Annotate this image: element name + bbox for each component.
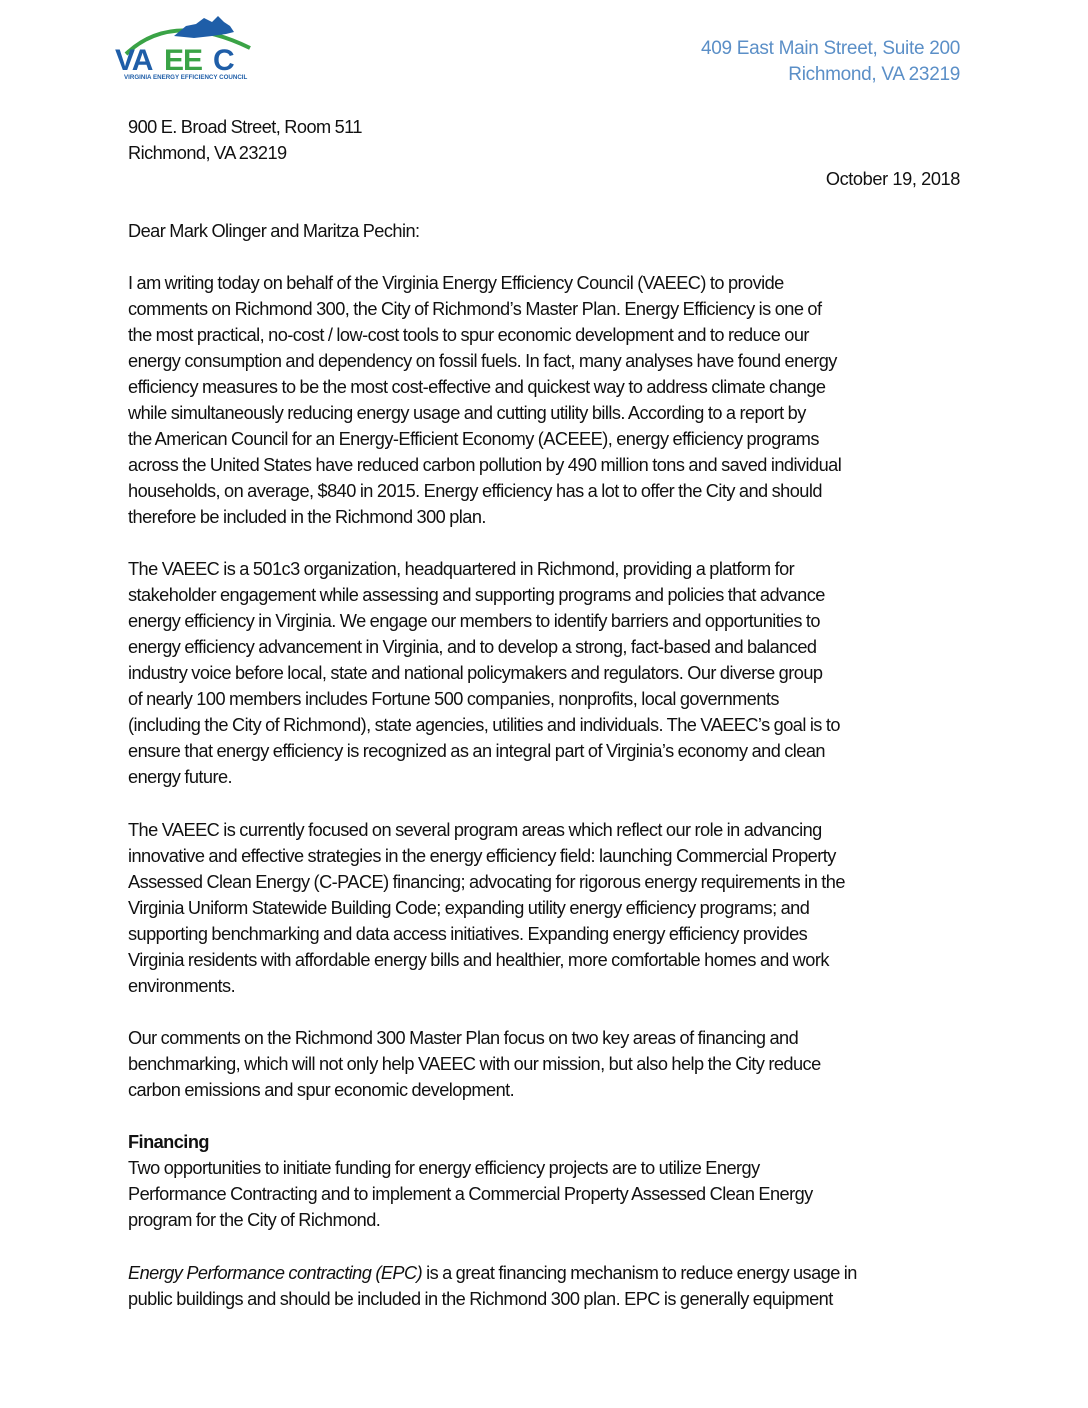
text-line: efficiency measures to be the most cost-effective and quickest way to address climate change <box>128 377 826 397</box>
text-line: households, on average, $840 in 2015. Energy efficiency has a lot to offer the City and should <box>128 481 822 501</box>
virginia-state-icon <box>112 12 258 82</box>
text-line: Assessed Clean Energy (C-PACE) financing; advocating for rigorous energy requirements in the <box>128 872 845 892</box>
text-line: carbon emissions and spur economic development. <box>128 1080 515 1100</box>
text-line: (including the City of Richmond), state agencies, utilities and individuals. The VAEEC’s goal is to <box>128 715 840 735</box>
epc-term: Energy Performance contracting (EPC) <box>128 1263 423 1283</box>
text-line: the American Council for an Energy-Efficient Economy (ACEEE), energy efficiency programs <box>128 429 819 449</box>
text-line: The VAEEC is a 501c3 organization, headquartered in Richmond, providing a platform for <box>128 559 795 579</box>
text-line: therefore be included in the Richmond 300 plan. <box>128 507 486 527</box>
text-line: energy consumption and dependency on fossil fuels. In fact, many analyses have found energy <box>128 351 837 371</box>
salutation: Dear Mark Olinger and Maritza Pechin: <box>128 221 420 241</box>
text-line: Our comments on the Richmond 300 Master Plan focus on two key areas of financing and <box>128 1028 799 1048</box>
text-line: benchmarking, which will not only help VAEEC with our mission, but also help the City reduce <box>128 1054 821 1074</box>
text-line: program for the City of Richmond. <box>128 1210 381 1230</box>
text-line: while simultaneously reducing energy usage and cutting utility bills. According to a report by <box>128 403 806 423</box>
text-line <box>128 1260 857 1286</box>
recipient-address-line1: 900 E. Broad Street, Room 511 <box>128 117 362 137</box>
text-line: environments. <box>128 976 236 996</box>
svg-text:VA: VA <box>115 44 153 77</box>
text-line: across the United States have reduced carbon pollution by 490 million tons and saved individual <box>128 455 842 475</box>
text-line: supporting benchmarking and data access initiatives. Expanding energy efficiency provides <box>128 924 808 944</box>
text-line: Virginia Uniform Statewide Building Code; expanding utility energy efficiency programs; and <box>128 898 810 918</box>
text-line: comments on Richmond 300, the City of Richmond’s Master Plan. Energy Efficiency is one of <box>128 299 822 319</box>
text-line: the most practical, no-cost / low-cost tools to spur economic development and to reduce our <box>128 325 809 345</box>
recipient-address-line2: Richmond, VA 23219 <box>128 143 287 163</box>
text-line: of nearly 100 members includes Fortune 500 companies, nonprofits, local governments <box>128 689 779 709</box>
letter-date: October 19, 2018 <box>825 169 960 189</box>
text-line: stakeholder engagement while assessing and supporting programs and policies that advance <box>128 585 825 605</box>
text-line: The VAEEC is currently focused on several program areas which reflect our role in advancing <box>128 820 822 840</box>
text-line: I am writing today on behalf of the Virginia Energy Efficiency Council (VAEEC) to provide <box>128 273 784 293</box>
sender-address-line2: Richmond, VA 23219 <box>788 64 960 85</box>
text-span: is a great financing mechanism to reduce energy usage in <box>422 1263 857 1283</box>
svg-text:C: C <box>213 44 234 77</box>
text-line: energy efficiency in Virginia. We engage our members to identify barriers and opportunities to <box>128 611 820 631</box>
text-line: public buildings and should be included in the Richmond 300 plan. EPC is generally equipment <box>128 1289 833 1309</box>
sender-address <box>701 36 960 88</box>
text-line: ensure that energy efficiency is recognized as an integral part of Virginia’s economy and clean <box>128 741 825 761</box>
text-line: energy efficiency advancement in Virginia, and to develop a strong, fact-based and balanced <box>128 637 817 657</box>
text-line: innovative and effective strategies in the energy efficiency field: launching Commercial Property <box>128 846 836 866</box>
text-line: industry voice before local, state and national policymakers and regulators. Our diverse group <box>128 663 823 683</box>
text-line: Virginia residents with affordable energy bills and healthier, more comfortable homes and work <box>128 950 829 970</box>
financing-heading: Financing <box>128 1132 209 1152</box>
sender-address-line1: 409 East Main Street, Suite 200 <box>701 38 960 59</box>
svg-text:VIRGINIA ENERGY EFFICIENCY COU: VIRGINIA ENERGY EFFICIENCY COUNCIL <box>124 74 248 81</box>
text-line: energy future. <box>128 767 233 787</box>
svg-text:EE: EE <box>164 44 203 77</box>
text-line: Two opportunities to initiate funding for energy efficiency projects are to utilize Energy <box>128 1158 760 1178</box>
text-line: Performance Contracting and to implement a Commercial Property Assessed Clean Energy <box>128 1184 813 1204</box>
vaeec-logo <box>112 12 258 82</box>
